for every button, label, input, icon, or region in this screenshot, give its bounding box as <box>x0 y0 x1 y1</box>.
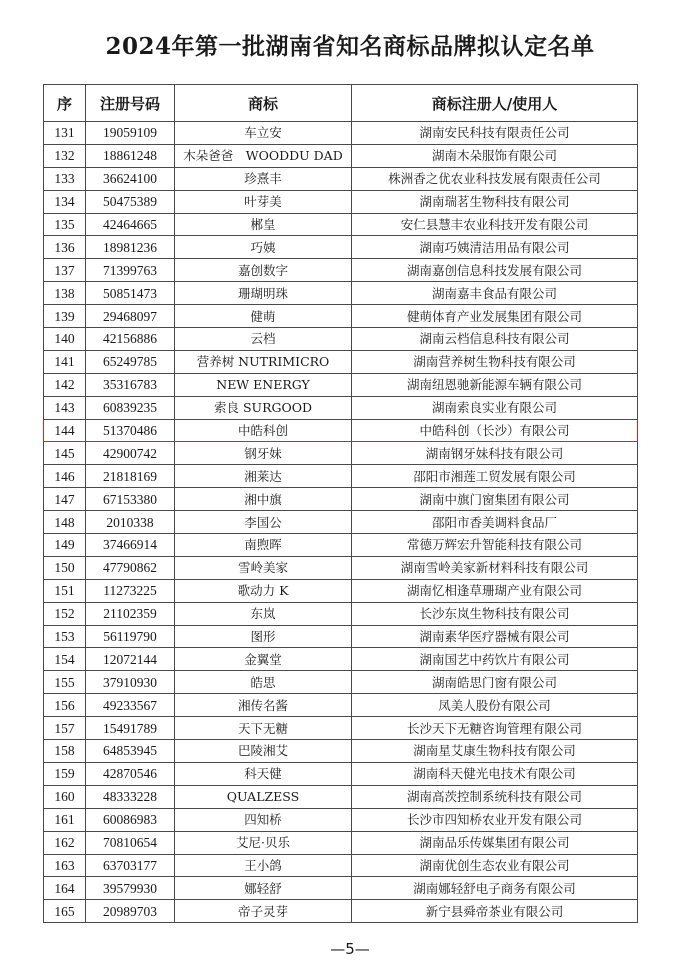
row-trademark: 巧姨 <box>175 236 352 259</box>
row-registrant: 湖南娜轻舒电子商务有限公司 <box>352 877 638 900</box>
row-registrant: 湖南高茨控制系统科技有限公司 <box>352 785 638 808</box>
table-row <box>44 831 638 854</box>
row-trademark: 中皓科创 <box>175 419 352 442</box>
table-row <box>44 877 638 900</box>
row-trademark: 珊瑚明珠 <box>175 282 352 305</box>
row-seq: 161 <box>44 808 86 831</box>
row-registration-number: 60086983 <box>86 808 175 831</box>
row-registrant: 健萌体育产业发展集团有限公司 <box>352 305 638 328</box>
row-registrant: 湖南星艾康生物科技有限公司 <box>352 740 638 763</box>
row-trademark: 南煦晖 <box>175 534 352 557</box>
row-registrant: 长沙市四知桥农业开发有限公司 <box>352 808 638 831</box>
row-seq: 151 <box>44 579 86 602</box>
row-registration-number: 29468097 <box>86 305 175 328</box>
row-trademark: 李国公 <box>175 511 352 534</box>
row-trademark: 珍熹丰 <box>175 167 352 190</box>
row-seq: 162 <box>44 831 86 854</box>
row-seq: 134 <box>44 190 86 213</box>
row-registrant: 湖南索良实业有限公司 <box>352 396 638 419</box>
row-registration-number: 18861248 <box>86 144 175 167</box>
row-registration-number: 56119790 <box>86 625 175 648</box>
table-row <box>44 350 638 373</box>
table-row <box>44 625 638 648</box>
row-registrant: 湖南嘉创信息科技发展有限公司 <box>352 259 638 282</box>
row-registration-number: 63703177 <box>86 854 175 877</box>
table-row <box>44 534 638 557</box>
row-seq: 164 <box>44 877 86 900</box>
row-trademark: 皓思 <box>175 671 352 694</box>
table-row <box>44 762 638 785</box>
table-row <box>44 328 638 351</box>
row-trademark: 四知桥 <box>175 808 352 831</box>
row-registrant: 长沙东岚生物科技有限公司 <box>352 602 638 625</box>
row-registration-number: 42900742 <box>86 442 175 465</box>
row-registration-number: 15491789 <box>86 717 175 740</box>
table-row <box>44 122 638 145</box>
row-seq: 138 <box>44 282 86 305</box>
row-registration-number: 49233567 <box>86 694 175 717</box>
table-header-row <box>44 85 638 122</box>
row-registration-number: 2010338 <box>86 511 175 534</box>
table-row <box>44 785 638 808</box>
row-registrant: 湖南营养树生物科技有限公司 <box>352 350 638 373</box>
table-row <box>44 648 638 671</box>
row-registrant: 湖南安民科技有限责任公司 <box>352 122 638 145</box>
row-registration-number: 48333228 <box>86 785 175 808</box>
table-row <box>44 671 638 694</box>
row-seq: 135 <box>44 213 86 236</box>
row-seq: 132 <box>44 144 86 167</box>
row-registration-number: 42156886 <box>86 328 175 351</box>
page-number: —5— <box>330 940 370 958</box>
row-registrant: 凤美人股份有限公司 <box>352 694 638 717</box>
row-trademark: 木朵爸爸 WOODDU DAD <box>175 144 352 167</box>
row-seq: 143 <box>44 396 86 419</box>
row-registration-number: 20989703 <box>86 900 175 923</box>
row-registrant: 湖南忆相逢草珊瑚产业有限公司 <box>352 579 638 602</box>
row-seq: 163 <box>44 854 86 877</box>
row-registration-number: 19059109 <box>86 122 175 145</box>
row-registrant: 湖南品乐传媒集团有限公司 <box>352 831 638 854</box>
row-registration-number: 42870546 <box>86 762 175 785</box>
row-trademark: 钢牙妹 <box>175 442 352 465</box>
table-row <box>44 167 638 190</box>
row-registrant: 邵阳市湘莲工贸发展有限公司 <box>352 465 638 488</box>
row-registrant: 邵阳市香美调料食品厂 <box>352 511 638 534</box>
row-trademark: 车立安 <box>175 122 352 145</box>
row-registrant: 湖南素华医疗器械有限公司 <box>352 625 638 648</box>
row-registration-number: 37910930 <box>86 671 175 694</box>
row-trademark: 图形 <box>175 625 352 648</box>
header-trademark: 商标 <box>175 85 352 122</box>
row-seq: 147 <box>44 488 86 511</box>
row-seq: 159 <box>44 762 86 785</box>
row-registrant: 新宁县舜帝茶业有限公司 <box>352 900 638 923</box>
row-registrant: 中皓科创（长沙）有限公司 <box>352 419 638 442</box>
row-seq: 157 <box>44 717 86 740</box>
row-registration-number: 11273225 <box>86 579 175 602</box>
row-registration-number: 65249785 <box>86 350 175 373</box>
row-seq: 165 <box>44 900 86 923</box>
table-row <box>44 854 638 877</box>
row-trademark: NEW ENERGY <box>175 373 352 396</box>
row-trademark: 索良 SURGOOD <box>175 396 352 419</box>
table-row <box>44 579 638 602</box>
row-seq: 136 <box>44 236 86 259</box>
table-row <box>44 373 638 396</box>
table-body <box>44 122 638 923</box>
row-registration-number: 42464665 <box>86 213 175 236</box>
trademark-list-table <box>43 84 638 923</box>
table-row <box>44 442 638 465</box>
row-registration-number: 50851473 <box>86 282 175 305</box>
row-seq: 152 <box>44 602 86 625</box>
row-trademark: 郴皇 <box>175 213 352 236</box>
row-trademark: 健萌 <box>175 305 352 328</box>
row-registration-number: 47790862 <box>86 556 175 579</box>
row-trademark: 科天健 <box>175 762 352 785</box>
document-title: 2024年第一批湖南省知名商标品牌拟认定名单 <box>105 33 595 60</box>
table-row <box>44 396 638 419</box>
row-trademark: 天下无糖 <box>175 717 352 740</box>
row-seq: 148 <box>44 511 86 534</box>
row-registrant: 湖南国艺中药饮片有限公司 <box>352 648 638 671</box>
row-registration-number: 36624100 <box>86 167 175 190</box>
row-trademark: 帝子灵芽 <box>175 900 352 923</box>
table-row <box>44 556 638 579</box>
table-row <box>44 465 638 488</box>
row-seq: 150 <box>44 556 86 579</box>
row-registrant: 湖南瑞茗生物科技有限公司 <box>352 190 638 213</box>
row-registrant: 湖南钢牙妹科技有限公司 <box>352 442 638 465</box>
row-registration-number: 51370486 <box>86 419 175 442</box>
row-registrant: 湖南雪岭美家新材料科技有限公司 <box>352 556 638 579</box>
header-registrant: 商标注册人/使用人 <box>352 85 638 122</box>
row-trademark: 歌动力 K <box>175 579 352 602</box>
row-seq: 156 <box>44 694 86 717</box>
table-row <box>44 213 638 236</box>
row-trademark: 湘传名酱 <box>175 694 352 717</box>
table-row <box>44 694 638 717</box>
table-row <box>44 602 638 625</box>
table-row <box>44 144 638 167</box>
row-registration-number: 12072144 <box>86 648 175 671</box>
row-trademark: 雪岭美家 <box>175 556 352 579</box>
row-trademark: QUALZESS <box>175 785 352 808</box>
table-row <box>44 282 638 305</box>
row-registration-number: 67153380 <box>86 488 175 511</box>
row-seq: 142 <box>44 373 86 396</box>
row-seq: 155 <box>44 671 86 694</box>
table-row <box>44 190 638 213</box>
row-registration-number: 50475389 <box>86 190 175 213</box>
row-registrant: 常德万辉宏升智能科技有限公司 <box>352 534 638 557</box>
row-registration-number: 60839235 <box>86 396 175 419</box>
row-registration-number: 37466914 <box>86 534 175 557</box>
row-seq: 153 <box>44 625 86 648</box>
row-trademark: 湘中旗 <box>175 488 352 511</box>
table-row <box>44 305 638 328</box>
row-seq: 137 <box>44 259 86 282</box>
header-registration-number: 注册号码 <box>86 85 175 122</box>
row-registrant: 湖南嘉丰食品有限公司 <box>352 282 638 305</box>
row-trademark: 艾尼·贝乐 <box>175 831 352 854</box>
row-seq: 160 <box>44 785 86 808</box>
row-registration-number: 21102359 <box>86 602 175 625</box>
row-seq: 149 <box>44 534 86 557</box>
row-registrant: 湖南皓思门窗有限公司 <box>352 671 638 694</box>
row-registrant: 湖南云档信息科技有限公司 <box>352 328 638 351</box>
header-seq: 序 <box>44 85 86 122</box>
row-seq: 158 <box>44 740 86 763</box>
row-seq: 154 <box>44 648 86 671</box>
table-row <box>44 511 638 534</box>
table-row <box>44 717 638 740</box>
table-row <box>44 488 638 511</box>
row-seq: 131 <box>44 122 86 145</box>
row-registration-number: 21818169 <box>86 465 175 488</box>
row-registration-number: 18981236 <box>86 236 175 259</box>
row-seq: 141 <box>44 350 86 373</box>
table-row <box>44 740 638 763</box>
row-seq: 133 <box>44 167 86 190</box>
row-trademark: 王小鸽 <box>175 854 352 877</box>
row-registrant: 长沙天下无糖咨询管理有限公司 <box>352 717 638 740</box>
row-registrant: 湖南木朵服饰有限公司 <box>352 144 638 167</box>
row-trademark: 娜轻舒 <box>175 877 352 900</box>
row-trademark: 金翼堂 <box>175 648 352 671</box>
table-row <box>44 236 638 259</box>
row-trademark: 叶芽美 <box>175 190 352 213</box>
row-trademark: 东岚 <box>175 602 352 625</box>
row-trademark: 云档 <box>175 328 352 351</box>
row-registrant: 湖南巧姨清洁用品有限公司 <box>352 236 638 259</box>
row-registration-number: 71399763 <box>86 259 175 282</box>
row-registrant: 湖南中旗门窗集团有限公司 <box>352 488 638 511</box>
row-seq: 145 <box>44 442 86 465</box>
row-registrant: 安仁县慧丰农业科技开发有限公司 <box>352 213 638 236</box>
table-row-highlighted <box>44 419 638 442</box>
table-row <box>44 900 638 923</box>
row-trademark: 营养树 NUTRIMICRO <box>175 350 352 373</box>
row-seq: 140 <box>44 328 86 351</box>
row-seq: 146 <box>44 465 86 488</box>
row-registration-number: 39579930 <box>86 877 175 900</box>
row-trademark: 巴陵湘艾 <box>175 740 352 763</box>
row-trademark: 嘉创数字 <box>175 259 352 282</box>
row-registrant: 湖南优创生态农业有限公司 <box>352 854 638 877</box>
row-registration-number: 70810654 <box>86 831 175 854</box>
row-registrant: 湖南纽恩驰新能源车辆有限公司 <box>352 373 638 396</box>
row-seq: 144 <box>44 419 86 442</box>
row-seq: 139 <box>44 305 86 328</box>
row-registration-number: 35316783 <box>86 373 175 396</box>
row-registrant: 株洲香之优农业科技发展有限责任公司 <box>352 167 638 190</box>
row-trademark: 湘莱达 <box>175 465 352 488</box>
row-registration-number: 64853945 <box>86 740 175 763</box>
table-row <box>44 259 638 282</box>
table-row <box>44 808 638 831</box>
row-registrant: 湖南科天健光电技术有限公司 <box>352 762 638 785</box>
